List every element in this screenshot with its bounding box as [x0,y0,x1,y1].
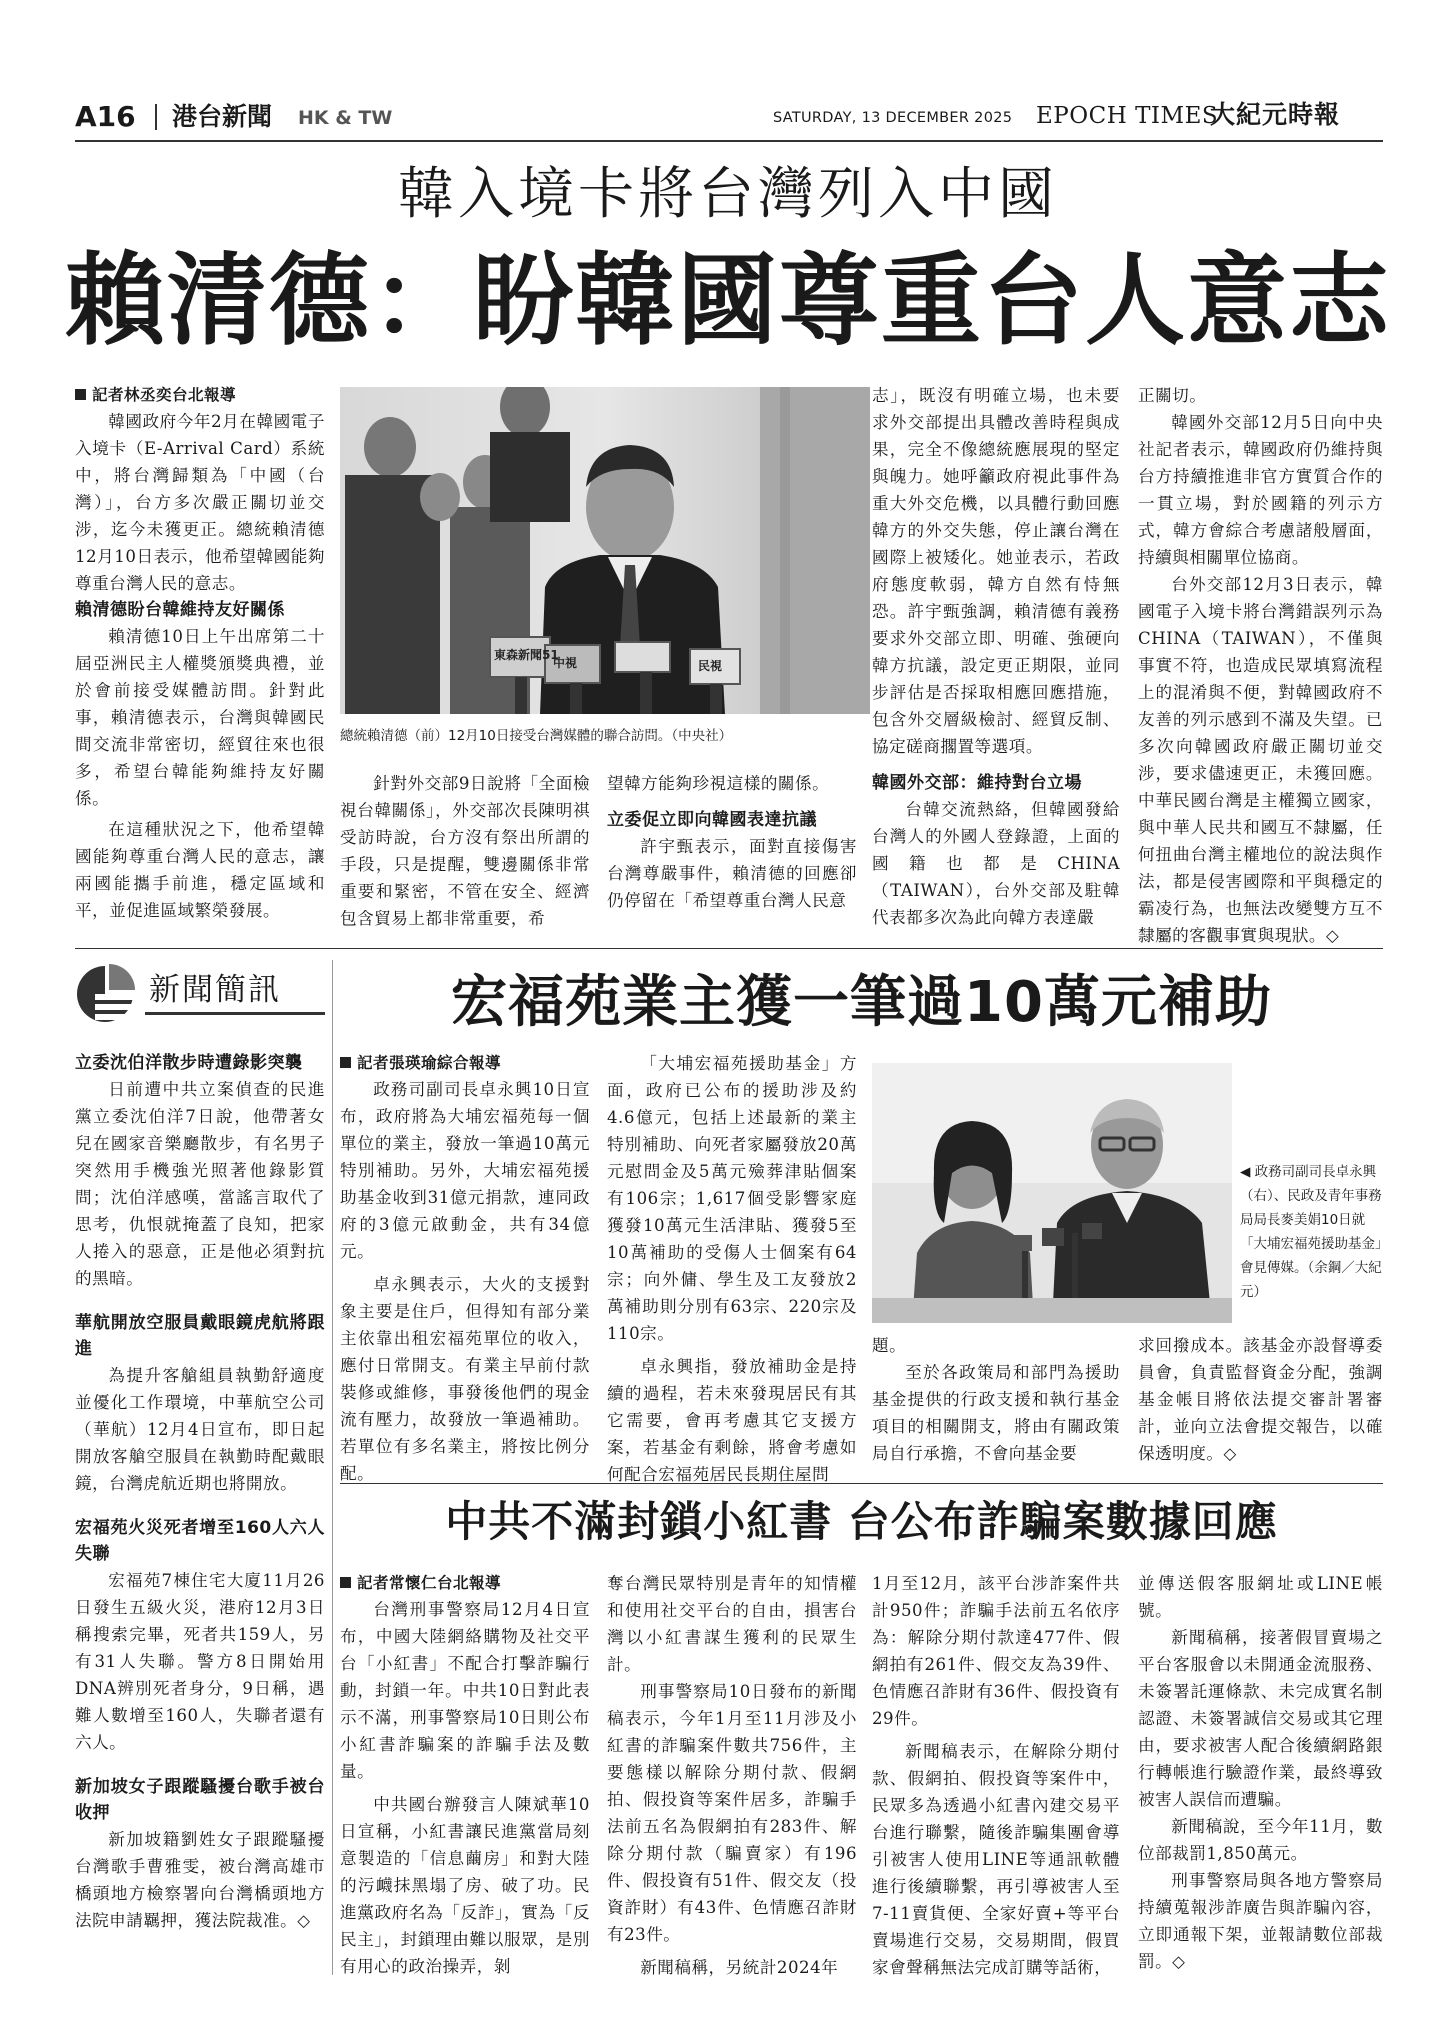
story3-column-4 [1138,1570,1383,1975]
story3-byline: 記者常懷仁台北報導 [340,1570,590,1596]
story2-paragraph: 至於各政策局和部門為援助基金提供的行政支援和執行基金項目的相關開支，將由有關政策局自行承擔，不會向基金要 [872,1363,1120,1463]
story3-column-1 [340,1570,590,1980]
story2-headline: 宏福苑業主獲一筆過10萬元補助 [451,970,1272,1035]
brief-title: 宏福苑火災死者增至160人六人失聯 [75,1518,325,1564]
brief-title: 立委沈伯洋散步時遭錄影突襲 [75,1053,303,1073]
mic-sign-1: 東森新聞51 [494,648,559,662]
lead-photo [340,387,870,714]
lead-column-5 [1138,382,1383,949]
lead-paragraph: 許宇甄表示，面對直接傷害台灣尊嚴事件，賴清德的回應卻仍停留在「希望尊重台灣人民意 [607,837,857,910]
lead-paragraph: 台外交部12月3日表示，韓國電子入境卡將台灣錯誤列示為CHINA（TAIWAN），不僅與事實不符，也造成民眾填寫流程上的混淆與不便，對韓國政府不友善的列示感到不滿及失望。已多次向韓國政府嚴正關切並交涉，要求儘速更正，未獲回應。中華民國台灣是主權獨立國家，與中華人民共和國互不隸屬，任何扭曲台灣主權地位的說法與作法，都是侵害國際和平與穩定的霸凌行為，也無法改變雙方互不隸屬的客觀事實與現狀。◇ [1138,575,1383,945]
story2-byline: 記者張瑛瑜綜合報導 [340,1050,590,1076]
story3-paragraph: 刑事警察局10日發布的新聞稿表示，今年1月至11月涉及小紅書的詐騙案件數共756件，主要態樣以解除分期付款、假網拍、假投資等案件居多，詐騙手法前五名為假網拍有283件、解除分期付款（騙賣家）有196件、假投資有51件、假交友（投資詐財）有43件、色情應召詐財有23件。 [607,1682,857,1944]
story2-bottom-rule [340,1483,1383,1484]
paper-name-en: EPOCH TIMES [1036,103,1219,129]
story2-column-3 [872,1332,1120,1467]
lead-byline: 記者林丞奕台北報導 [75,382,325,408]
story2-photo [872,1063,1232,1323]
lead-paragraph: 賴清德10日上午出席第二十屆亞洲民主人權獎頒獎典禮，並於會前接受媒體訪問。針對此事，賴清德表示，台灣與韓國民間交流非常密切，經貿往來也很多，希望台韓能夠維持友好關係。 [75,627,325,808]
issue-date: SATURDAY, 13 DECEMBER 2025 [773,110,1013,126]
story3-paragraph: 新聞稿表示，在解除分期付款、假網拍、假投資等案件中，民眾多為透過小紅書內建交易平台進行聯繫，隨後詐騙集團會導引被害人使用LINE等通訊軟體進行後續聯繫，再引導被害人至7-11賣貨便、全家好賣+等平台賣場進行交易，交易期間，假買家會聲稱無法完成訂購等話術， [872,1742,1120,1977]
lead-subhead: 立委促立即向韓國表達抗議 [607,810,817,830]
lead-paragraph: 韓國外交部12月5日向中央社記者表示，韓國政府仍維持與台方持續推進非官方實質合作的一貫立場，對於國籍的列示方式，韓方會綜合考慮諸般層面，持續與相關單位協商。 [1138,413,1383,567]
story3-headline: 中共不滿封鎖小紅書 台公布詐騙案數據回應 [445,1497,1278,1546]
story2-column-4 [1138,1332,1383,1467]
lead-column-2 [340,770,590,932]
lead-paragraph: 針對外交部9日說將「全面檢視台韓關係」，外交部次長陳明祺受訪時說，台方沒有祭出所謂的手段，只是提醒，雙邊關係非常重要和緊密，不管在安全、經濟包含貿易上都非常重要，希 [340,774,590,928]
mic-sign-3: 民視 [698,659,723,673]
story3-paragraph: 新聞稿稱，另統計2024年 [640,1958,839,1977]
section-title-en: HK & TW [298,107,393,129]
lead-kicker: 韓入境卡將台灣列入中國 [398,162,1058,227]
lead-paragraph: 正關切。 [1138,386,1207,405]
story3-paragraph: 1月至12月，該平台涉詐案件共計950件；詐騙手法前五名依序為：解除分期付款達477件、假網拍有261件、假交友為39件、色情應召詐財有36件、假投資有29件。 [872,1574,1120,1728]
story2-column-2 [607,1050,857,1488]
masthead-rule [75,140,1383,142]
lead-column-4 [872,382,1120,931]
lead-paragraph: 韓國政府今年2月在韓國電子入境卡（E-Arrival Card）系統中，將台灣歸類為「中國（台灣）」，台方多次嚴正關切並交涉，迄今未獲更正。總統賴清德12月10日表示，他希望韓國能夠尊重台灣人民的意志。 [75,412,325,593]
lead-bottom-rule [75,948,1383,949]
story3-column-3 [872,1570,1120,1981]
story3-paragraph: 新聞稿稱，接著假冒賣場之平台客服會以未開通金流服務、未簽署託運條款、未完成實名制認證、未簽署誠信交易或其它理由，要求被害人配合後續網路銀行轉帳進行驗證作業，最終導致被害人誤信而遭騙。 [1138,1628,1383,1809]
brief-title: 新加坡女子跟蹤騷擾台歌手被台收押 [75,1777,325,1823]
lead-column-3 [607,770,857,914]
briefs-divider [332,960,333,1975]
story2-column-1 [340,1050,590,1487]
brief-body: 宏福苑7棟住宅大廈11月26日發生五級火災，港府12月3日稱搜索完畢，死者共159人，另有31人失聯。警方8日開始用DNA辨別死者身分，9日稱，遇難人數增至160人，失聯者還有六人。 [75,1571,325,1752]
page-number: A16 [75,100,136,133]
lai-press-photo [340,387,870,714]
brief-title: 華航開放空服員戴眼鏡虎航將跟進 [75,1313,325,1359]
lead-photo-caption: 總統賴清德（前）12月10日接受台灣媒體的聯合訪問。（中央社） [340,728,733,744]
story3-paragraph: 中共國台辦發言人陳斌華10日宣稱，小紅書讓民進黨當局刻意製造的「信息繭房」和對大陸的污衊抹黑塌了房、破了功。民進黨政府名為「反詐」，實為「反民主」，封鎖理由難以服眾，是別有用心的政治操弄，剝 [340,1795,590,1976]
brief-body: 日前遭中共立案偵查的民進黨立委沈伯洋7日說，他帶著女兒在國家音樂廳散步，有名男子突然用手機強光照著他錄影質問；沈伯洋感嘆，當謠言取代了思考，仇恨就掩蓋了良知，把家人捲入的惡意，正是他必須對抗的黑暗。 [75,1080,325,1288]
lead-paragraph: 台韓交流熱絡，但韓國發給台灣人的外國人登錄證，上面的國籍也都是CHINA（TAIWAN），台外交部及駐韓代表都多次為此向韓方表達嚴 [872,800,1120,927]
lead-paragraph: 志」，既沒有明確立場，也未要求外交部提出具體改善時程與成果，完全不像總統應展現的堅定與魄力。她呼籲政府視此事件為重大外交危機，以具體行動回應韓方的外交失態，停止讓台灣在國際上被矮化。她並表示，若政府態度軟弱，韓方自然有恃無恐。許宇甄強調，賴清德有義務要求外交部立即、明確、強硬向韓方抗議，設定更正期限，並同步評估是否採取相應回應措施，包含外交層級檢討、經貿反制、協定磋商擱置等選項。 [872,386,1120,756]
story2-paragraph: 卓永興指，發放補助金是持續的過程，若未來發現居民有其它需要，會再考慮其它支援方案，若基金有剩餘，將會考慮如何配合宏福苑居民長期住屋問 [607,1357,857,1484]
story2-paragraph: 政務司副司長卓永興10日宣布，政府將為大埔宏福苑每一個單位的業主，發放一筆過10萬元特別補助。另外，大埔宏福苑援助基金收到31億元捐款，連同政府的3億元啟動金，共有34億元。 [340,1080,590,1261]
lead-subhead: 賴清德盼台韓維持友好關係 [75,600,285,620]
lead-paragraph: 望韓方能夠珍視這樣的關係。 [607,774,830,793]
story3-column-2 [607,1570,857,1981]
masthead-divider [155,104,157,130]
story3-paragraph: 新聞稿說，至今年11月，數位部裁罰1,850萬元。 [1138,1817,1383,1863]
story3-paragraph: 台灣刑事警察局12月4日宣布，中國大陸網絡購物及社交平台「小紅書」不配合打擊詐騙行動，封鎖一年。中共10日對此表示不滿，刑事警察局10日則公布小紅書詐騙案的詐騙手法及數量。 [340,1600,590,1781]
story3-paragraph: 刑事警察局與各地方警察局持續蒐報涉詐廣告與詐騙內容，立即通報下架，並報請數位部裁罰。◇ [1138,1871,1383,1971]
briefs-header [75,962,325,1028]
briefs-title: 新聞簡訊 [149,972,281,1008]
story3-paragraph: 並傳送假客服網址或LINE帳號。 [1138,1574,1383,1620]
story3-paragraph: 奪台灣民眾特別是青年的知情權和使用社交平台的自由，損害台灣以小紅書謀生獲利的民眾生計。 [607,1574,857,1674]
mic-sign-2: 中視 [553,656,578,670]
lead-column-1 [75,382,325,924]
lead-headline: 賴清德：盼韓國尊重台人意志 [65,241,1391,359]
story2-paragraph: 題。 [872,1336,907,1355]
lead-subhead: 韓國外交部：維持對台立場 [872,773,1082,793]
story2-paragraph: 卓永興表示，大火的支援對象主要是住戶，但得知有部分業主依靠出租宏福苑單位的收入，應付日常開支。有業主早前付款裝修或維修，事發後他們的現金流有壓力，故發放一筆過補助。若單位有多名業主，將按比例分配。 [340,1275,590,1483]
briefs-column [75,1050,325,1934]
story2-paragraph: 求回撥成本。該基金亦設督導委員會，負責監督資金分配，強調基金帳目將依法提交審計署審計，並向立法會提交報告，以確保透明度。◇ [1138,1336,1383,1463]
story2-paragraph: 「大埔宏福苑援助基金」方面，政府已公布的援助涉及約4.6億元，包括上述最新的業主特別補助、向死者家屬發放20萬元慰問金及5萬元殮葬津貼個案有106宗；1,617個受影響家庭獲發10萬元生活津貼、獲發5至10萬補助的受傷人士個案有64宗；向外傭、學生及工友發放2萬補助則分別有63宗、220宗及110宗。 [607,1054,857,1343]
brief-body: 新加坡籍劉姓女子跟蹤騷擾台灣歌手曹雅雯，被台灣高雄市橋頭地方檢察署向台灣橋頭地方法院申請羈押，獲法院裁准。◇ [75,1830,325,1930]
briefs-pie-icon [75,964,145,1024]
briefs-title-underline [145,1012,325,1015]
story2-photo-caption: ◀ 政務司副司長卓永興（右）、民政及青年事務局局長麥美娟10日就「大埔宏福苑援助基金」會見傳媒。（余鋼／大紀元） [1240,1164,1382,1300]
press-briefing-photo [872,1063,1232,1323]
lead-paragraph: 在這種狀況之下，他希望韓國能夠尊重台灣人民的意志，讓兩國能攜手前進，穩定區域和平，並促進區域繁榮發展。 [75,820,325,920]
paper-logo: 大紀元時報 [1210,100,1341,129]
brief-body: 為提升客艙組員執勤舒適度並優化工作環境，中華航空公司（華航）12月4日宣布，即日起開放客艙空服員在執勤時配戴眼鏡，台灣虎航近期也將開放。 [75,1366,325,1493]
section-title: 港台新聞 [172,102,273,131]
